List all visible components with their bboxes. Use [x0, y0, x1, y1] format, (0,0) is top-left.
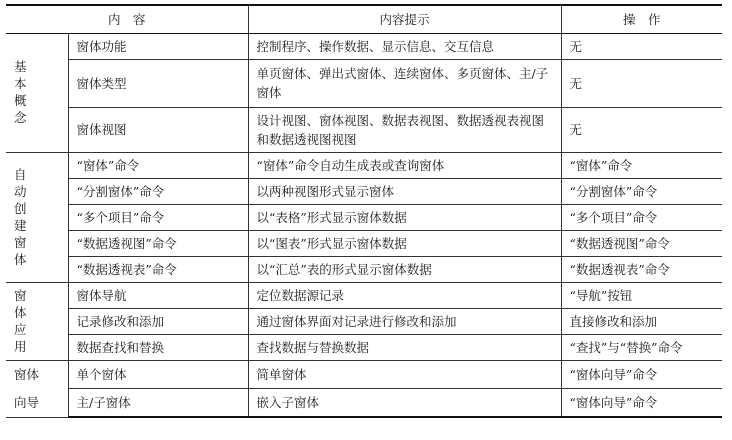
- category-cell: 窗体应用: [6, 282, 68, 360]
- operation-cell: 无: [561, 107, 722, 152]
- item-cell: “分割窗体”命令: [68, 178, 248, 204]
- hint-cell: 以两种视图形式显示窗体: [248, 178, 561, 204]
- header-hint: 内容提示: [248, 5, 561, 33]
- table-row: [6, 256, 722, 282]
- item-cell: “多个项目”命令: [68, 204, 248, 230]
- item-cell: 记录修改和添加: [68, 308, 248, 334]
- category-cell: 自动创建窗体: [6, 152, 68, 282]
- operation-cell: “窗体向导”命令: [561, 389, 722, 418]
- item-cell: 窗体类型: [68, 59, 248, 107]
- table-row: [6, 308, 722, 334]
- operation-cell: 无: [561, 59, 722, 107]
- operation-cell: “窗体”命令: [561, 152, 722, 178]
- operation-cell: “窗体向导”命令: [561, 360, 722, 389]
- item-cell: 窗体导航: [68, 282, 248, 308]
- item-cell: “数据透视图”命令: [68, 230, 248, 256]
- operation-cell: “数据透视表”命令: [561, 256, 722, 282]
- table-row: [6, 204, 722, 230]
- category-cell: 窗体向导: [6, 360, 68, 417]
- table-row: [6, 334, 722, 360]
- hint-cell: 以“汇总”表的形式显示窗体数据: [248, 256, 561, 282]
- table-row: [6, 152, 722, 178]
- header-row: [6, 5, 722, 33]
- operation-cell: “多个项目”命令: [561, 204, 722, 230]
- table-row: [6, 178, 722, 204]
- hint-cell: 设计视图、窗体视图、数据表视图、数据透视表视图和数据透视图视图: [248, 107, 561, 152]
- item-cell: 主/子窗体: [68, 389, 248, 418]
- hint-cell: 通过窗体界面对记录进行修改和添加: [248, 308, 561, 334]
- header-operation: 操 作: [561, 5, 722, 33]
- hint-cell: 以“图表”形式显示窗体数据: [248, 230, 561, 256]
- hint-cell: 简单窗体: [248, 360, 561, 389]
- header-content: 内 容: [6, 5, 248, 33]
- item-cell: “数据透视表”命令: [68, 256, 248, 282]
- table-row: [6, 230, 722, 256]
- item-cell: 窗体功能: [68, 33, 248, 59]
- operation-cell: “导航”按钮: [561, 282, 722, 308]
- hint-cell: 定位数据源记录: [248, 282, 561, 308]
- hint-cell: 嵌入子窗体: [248, 389, 561, 418]
- operation-cell: “分割窗体”命令: [561, 178, 722, 204]
- operation-cell: “数据透视图”命令: [561, 230, 722, 256]
- hint-cell: 查找数据与替换数据: [248, 334, 561, 360]
- item-cell: 数据查找和替换: [68, 334, 248, 360]
- operation-cell: “查找”与“替换”命令: [561, 334, 722, 360]
- hint-cell: “窗体”命令自动生成表或查询窗体: [248, 152, 561, 178]
- operation-cell: 直接修改和添加: [561, 308, 722, 334]
- hint-cell: 以“表格”形式显示窗体数据: [248, 204, 561, 230]
- table-row: [6, 360, 722, 389]
- chapter-summary-table: [6, 4, 722, 418]
- item-cell: 单个窗体: [68, 360, 248, 389]
- table-row: [6, 33, 722, 59]
- hint-cell: 单页窗体、弹出式窗体、连续窗体、多页窗体、主/子窗体: [248, 59, 561, 107]
- item-cell: “窗体”命令: [68, 152, 248, 178]
- hint-cell: 控制程序、操作数据、显示信息、交互信息: [248, 33, 561, 59]
- category-cell: 基本概念: [6, 33, 68, 152]
- table-row: [6, 107, 722, 152]
- operation-cell: 无: [561, 33, 722, 59]
- table-row: [6, 389, 722, 418]
- table-row: [6, 59, 722, 107]
- item-cell: 窗体视图: [68, 107, 248, 152]
- table-row: [6, 282, 722, 308]
